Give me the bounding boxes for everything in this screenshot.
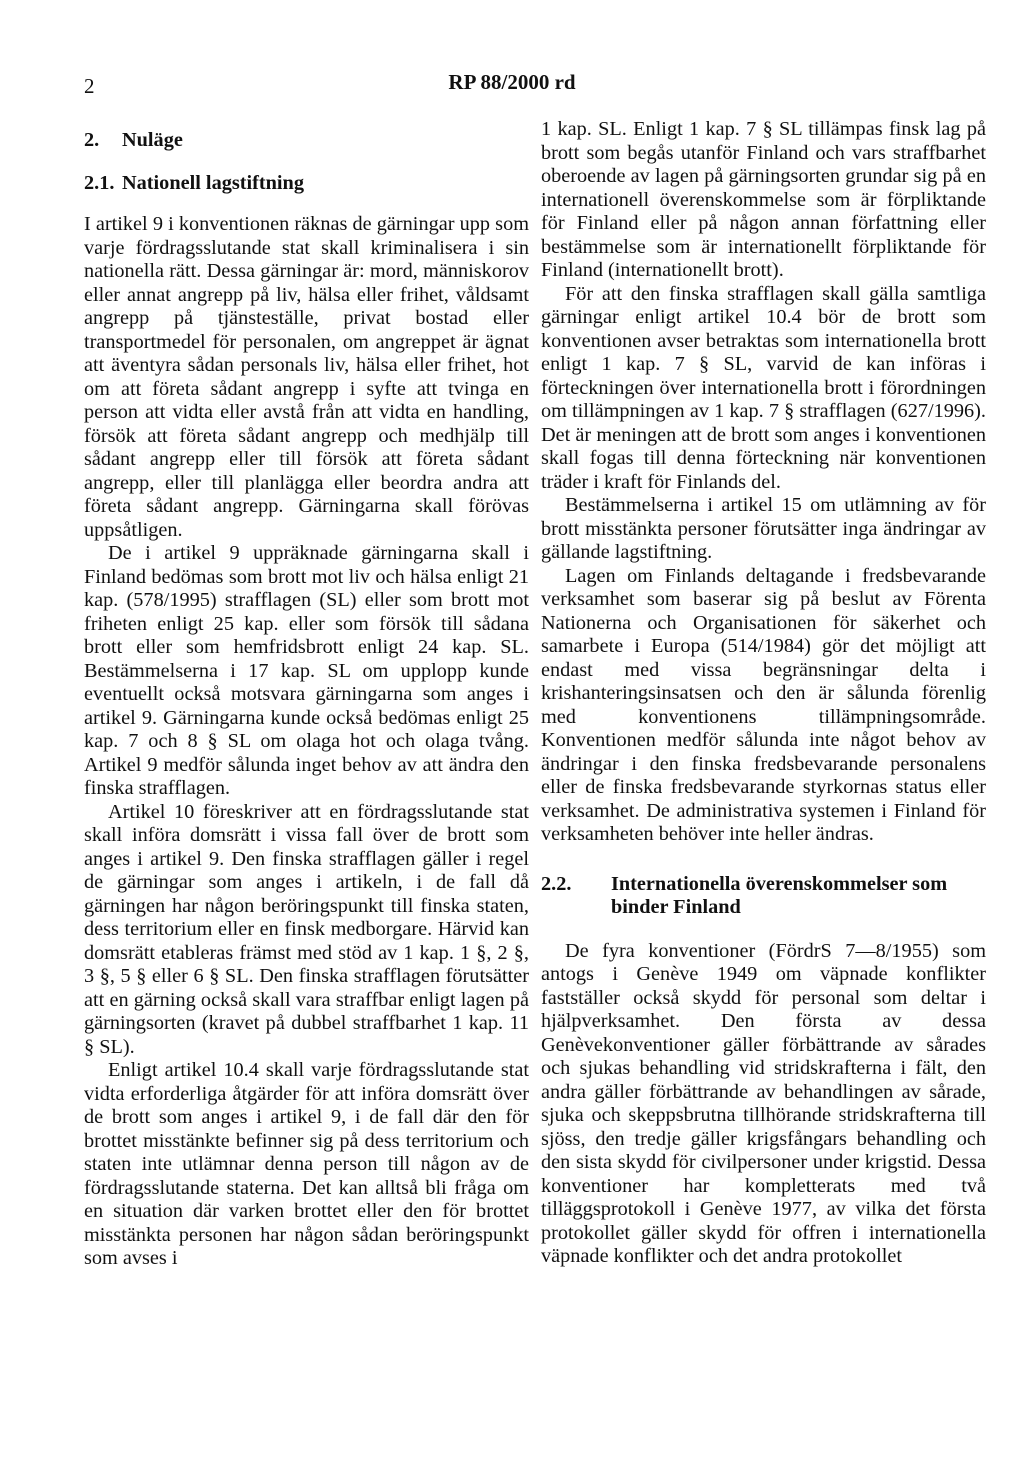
section-heading-2-1: [84, 172, 529, 196]
page-number: 2: [84, 74, 95, 98]
left-column: [84, 118, 529, 1271]
body-paragraph: De fyra konventioner (FördrS 7—8/1955) som antogs i Genève 1949 om väpnade konflikter fastställer också skydd för personal som deltar i hjälpverksamhet. Den första av dessa Genèvekonventioner gäller förbättrande av sårades och sjukas behandling vid stridskrafterna i fält, den andra gäller förbättrande av behandlingen av sårade, sjuka och skeppsbrutna tillhörande stridskrafterna till sjöss, den tredje gäller krigsfångars behandling och den sista skydd för civilpersoner under krigstid. Dessa konventioner har kompletterats med två tilläggsprotokoll i Genève 1977, av vilka det första protokollet gäller skydd för offren i internationella väpnade konflikter och det andra protokollet: [541, 939, 986, 1267]
body-paragraph: Bestämmelserna i artikel 15 om utlämning av för brott misstänkta personer förutsätter inga ändringar av gällande lagstiftning.: [541, 494, 986, 563]
body-paragraph: För att den finska strafflagen skall gälla samtliga gärningar enligt artikel 10.4 bör de brott som konventionen avser betraktas som internationella brott enligt 1 kap. 7 § SL, varvid de kan införas i förteckningen över internationella brott i förordningen om tillämpningen av 1 kap. 7 § strafflagen (627/1996). Det är meningen att de brott som anges i konventionen skall fogas till denna förteckning när konventionen träder i kraft för Finlands del.: [541, 282, 986, 493]
section-title: Internationella överenskommelser som binder Finland: [611, 872, 948, 918]
section-number: 2.: [84, 129, 100, 151]
right-column: [541, 118, 986, 1269]
body-paragraph: Artikel 10 föreskriver att en fördragsslutande stat skall införa domsrätt i vissa fall över de brott som anges i artikel 9. Den finska strafflagen gäller i regel de gärningar som anges i artikeln, i de fall då gärningen har någon beröringspunkt till finska staten, dess territorium eller en finsk medborgare. Härvid kan domsrätt etableras främst med stöd av 1 kap. 1 §, 2 §, 3 §, 5 § eller 6 § SL. Den finska strafflagen förutsätter att en gärning också skall vara straffbar enligt lagen på gärningsorten (kravet på dubbel straffbarhet 1 kap. 11 § SL).: [84, 800, 529, 1058]
section-heading-2: [84, 129, 529, 153]
section-heading-2-2: [541, 873, 986, 920]
section-title: Nationell lagstiftning: [122, 171, 304, 194]
section-title: Nuläge: [122, 129, 183, 151]
body-paragraph: 1 kap. SL. Enligt 1 kap. 7 § SL tillämpas finsk lag på brott som begås utanför Finland och vars straffbarhet oberoende av lagen på gärningsorten grundar sig på en internationell överenskommelse som är förpliktande för Finland eller på någon annan författning eller bestämmelse som är internationellt förpliktande för Finland (internationellt brott).: [541, 118, 986, 281]
body-paragraph: I artikel 9 i konventionen räknas de gärningar upp som varje fördragsslutande stat skall kriminalisera i sin nationella rätt. Dessa gärningar är: mord, människorov eller annat angrepp på liv, hälsa eller frihet, våldsamt angrepp på tjänsteställe, privat bostad eller transportmedel för personalen, om angreppet är ägnat att äventyra sådan personals liv, hälsa eller frihet, hot om att företa sådant angrepp i syfte att tvinga en person att vidta eller avstå från att vidta en handling, försök att företa sådant angrepp och medhjälp till sådant angrepp eller till försök att företa sådant angrepp, eller till planlägga eller beordra andra att företa sådant angrepp. Gärningarna skall förövas uppsåtligen.: [84, 213, 529, 541]
running-head: RP 88/2000 rd: [448, 70, 576, 94]
body-paragraph: Enligt artikel 10.4 skall varje fördragsslutande stat vidta erforderliga åtgärder för att införa domsrätt över de brott som anges i artikel 9, i de fall där den för brottet misstänkte befinner sig på dess territorium och staten inte utlämnar denna person till någon av de fördragsslutande staterna. Det kan alltså bli fråga om en situation där varken brottet eller den för brottet misstänkta personen har någon sådan beröringspunkt som avses i: [84, 1059, 529, 1269]
body-paragraph: De i artikel 9 uppräknade gärningarna skall i Finland bedömas som brott mot liv och hälsa enligt 21 kap. (578/1995) strafflagen (SL) eller som brott mot friheten enligt 25 kap. eller som försök till sådana brott eller som hemfridsbrott enligt 24 kap. SL. Bestämmelserna i 17 kap. SL om upplopp kunde eventuellt också motsvara gärningarna som anges i artikel 9. Gärningarna kunde också bedömas enligt 25 kap. 7 och 8 § SL om olaga hot och olaga tvång. Artikel 9 medför sålunda inget behov av att ändra den finska strafflagen.: [84, 542, 529, 799]
section-number: 2.2.: [541, 872, 572, 895]
body-paragraph: Lagen om Finlands deltagande i fredsbevarande verksamhet som baserar sig på beslut av Förenta Nationerna och Organisationen för säkerhet och samarbete i Europa (514/1984) gör det möjligt att endast med vissa begränsningar delta i krishanteringsinsatsen och den är sålunda förenlig med konventionens tillämpningsområde. Konventionen medför sålunda inte något behov av ändringar i den finska fredsbevarande personalens eller de finska fredsbevarande styrkornas status eller verksamhet. De administrativa systemen i Finland för verksamheten behöver inte heller ändras.: [541, 564, 986, 845]
section-number: 2.1.: [84, 171, 115, 194]
